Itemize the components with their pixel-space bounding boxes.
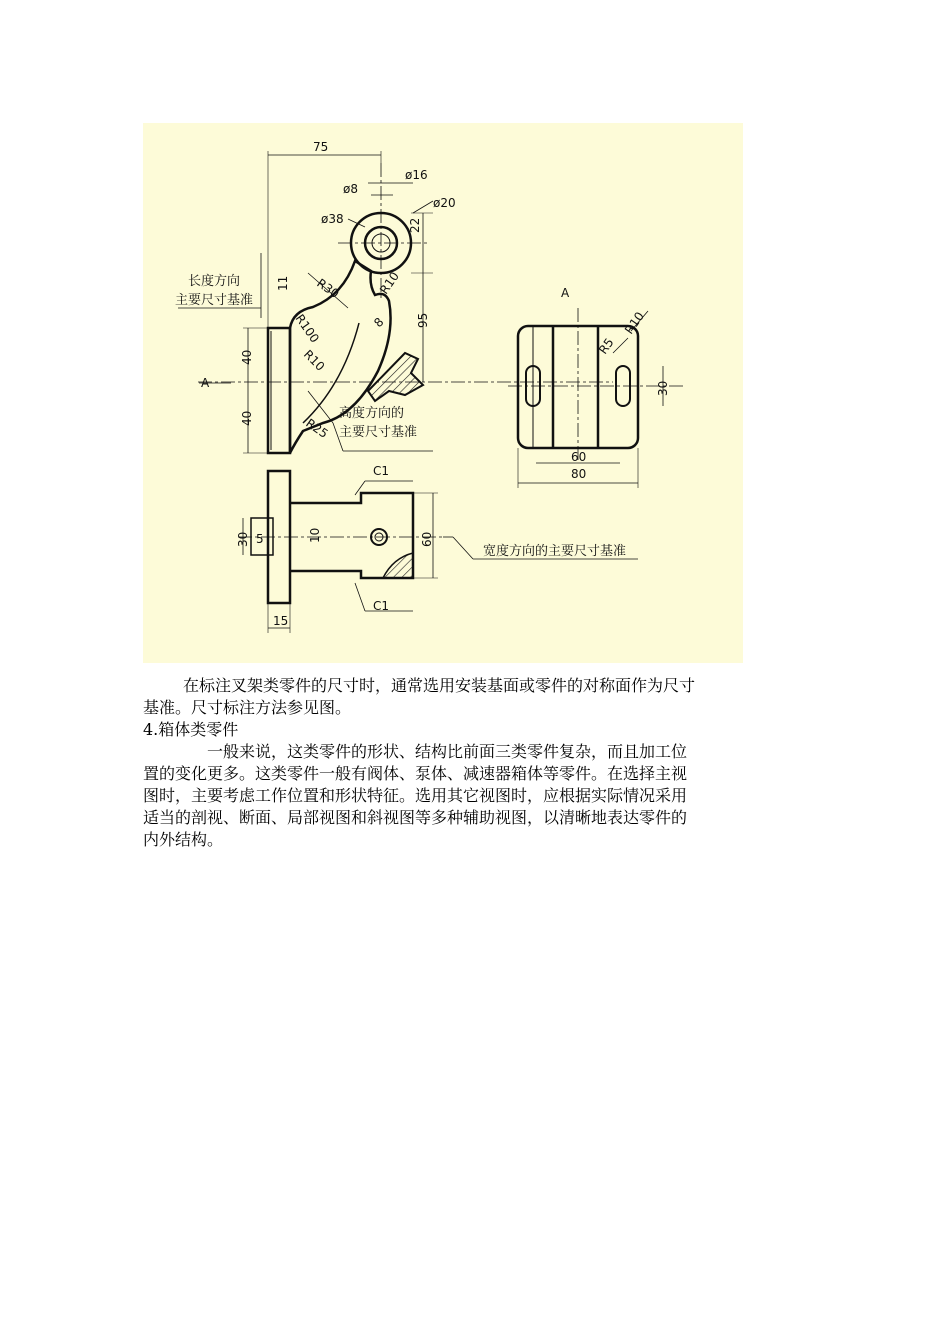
paragraph-line: 置的变化更多。这类零件一般有阀体、泵体、减速器箱体等零件。在选择主视 xyxy=(143,764,688,783)
dim-22: 22 xyxy=(408,217,422,233)
paragraph-line: 内外结构。 xyxy=(143,830,224,849)
dim-60-b: 60 xyxy=(420,531,434,547)
dim-phi16: ø16 xyxy=(405,168,428,182)
dim-phi8: ø8 xyxy=(343,182,358,196)
dim-r10-b: R10 xyxy=(300,347,328,374)
dim-30-a: 30 xyxy=(656,380,670,396)
dim-40-a: 40 xyxy=(240,349,254,365)
view-arrow-a-left: A xyxy=(201,376,210,390)
view-label-a: A xyxy=(561,286,570,300)
technical-drawing xyxy=(143,123,743,663)
dim-r100: R100 xyxy=(292,311,322,346)
dim-30-b: 30 xyxy=(236,531,250,547)
paragraph-line: 一般来说，这类零件的形状、结构比前面三类零件复杂，而且加工位 xyxy=(207,742,688,761)
dim-8: 8 xyxy=(371,314,387,331)
dim-10: 10 xyxy=(308,527,322,543)
dim-r5: R5 xyxy=(595,335,617,357)
paragraph-line: 基准。尺寸标注方法参见图。 xyxy=(143,698,352,717)
length-datum-label-1: 长度方向 xyxy=(188,274,241,289)
dim-r30: R30 xyxy=(314,275,342,301)
dim-5: 5 xyxy=(256,532,264,546)
dim-c1-b: C1 xyxy=(373,599,390,613)
section-heading: 4.箱体类零件 xyxy=(143,720,239,739)
dim-phi20: ø20 xyxy=(433,196,456,210)
dim-c1-a: C1 xyxy=(373,464,390,478)
dim-40-b: 40 xyxy=(240,410,254,426)
height-datum-label-1: 高度方向的 xyxy=(339,406,405,421)
paragraph-box-parts xyxy=(143,741,813,851)
dim-60-a: 60 xyxy=(571,450,587,464)
side-view xyxy=(508,308,683,488)
length-datum-label-2: 主要尺寸基准 xyxy=(175,293,254,308)
paragraph-dimensioning xyxy=(143,675,813,719)
dim-r10-a: R10 xyxy=(376,269,402,297)
dim-phi38: ø38 xyxy=(321,212,344,226)
dim-11: 11 xyxy=(276,275,290,291)
dim-15: 15 xyxy=(273,614,289,628)
dim-75: 75 xyxy=(313,140,329,154)
paragraph-line: 适当的剖视、断面、局部视图和斜视图等多种辅助视图，以清晰地表达零件的 xyxy=(143,808,688,827)
paragraph-line: 在标注叉架类零件的尺寸时，通常选用安装基面或零件的对称面作为尺寸 xyxy=(183,676,696,695)
dim-95: 95 xyxy=(416,312,430,328)
width-datum-label: 宽度方向的主要尺寸基准 xyxy=(483,544,627,559)
paragraph-line: 图时，主要考虑工作位置和形状特征。选用其它视图时，应根据实际情况采用 xyxy=(143,786,688,805)
dim-80: 80 xyxy=(571,467,587,481)
drawing-svg xyxy=(143,123,743,663)
dim-r10-c: R10 xyxy=(621,309,647,337)
dim-r25: R25 xyxy=(303,415,331,441)
height-datum-label-2: 主要尺寸基准 xyxy=(339,425,418,440)
